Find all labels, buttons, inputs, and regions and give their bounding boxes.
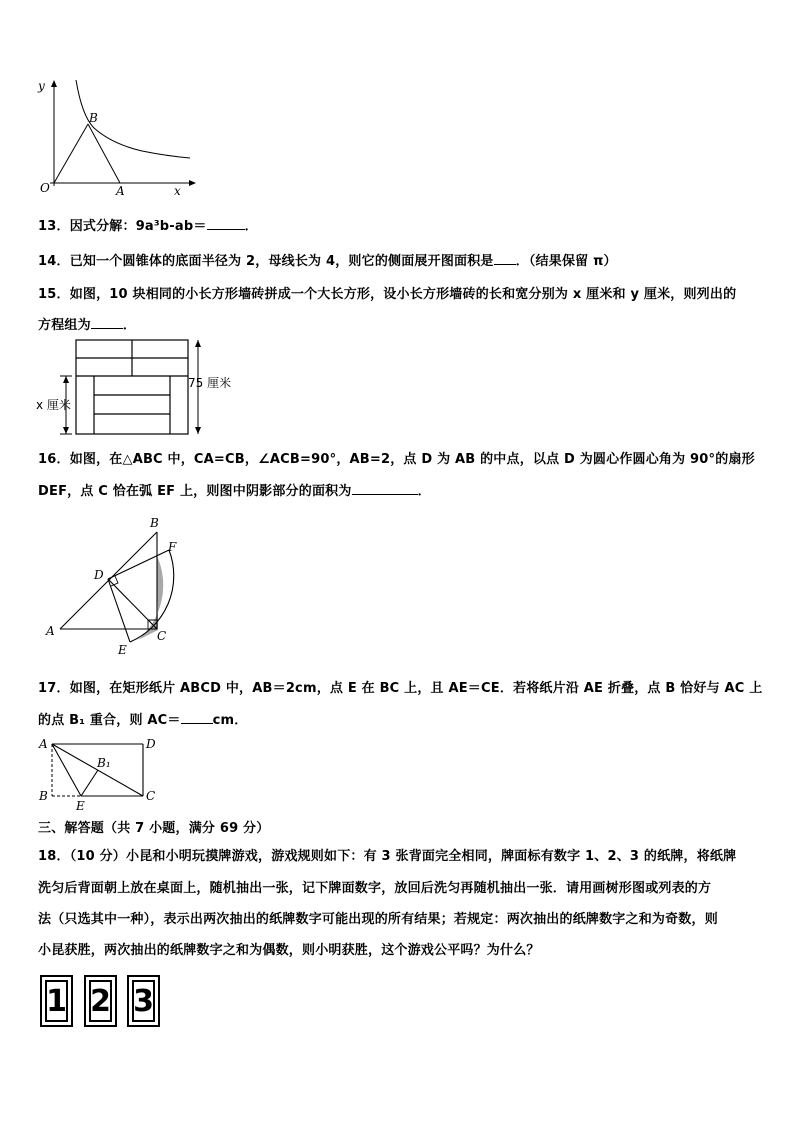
label-e: E — [118, 643, 127, 657]
label-b: B — [150, 516, 159, 530]
segment-dc — [108, 579, 157, 629]
label-75-cm: 75 厘米 — [188, 376, 232, 390]
dimension-arrow — [195, 427, 201, 434]
question-16-line-2 — [38, 480, 431, 499]
question-17-text: 的点 B₁ 重合，则 AC＝ — [38, 713, 181, 728]
label-d: D — [94, 568, 104, 582]
y-axis-arrow — [51, 80, 57, 87]
shaded-region — [138, 556, 163, 640]
section-title: 三、解答题（共 7 小题，满分 69 分） — [38, 821, 270, 836]
label-a: A — [116, 184, 125, 198]
answer-blank-17[interactable] — [181, 711, 213, 724]
question-16-end: ． — [417, 484, 431, 499]
dimension-arrow — [63, 376, 69, 383]
card-2-face: 2 — [89, 980, 112, 1022]
segment-ba — [88, 124, 120, 183]
question-15-line-2 — [38, 314, 136, 333]
question-18-line-2: 洗匀后背面朝上放在桌面上，随机抽出一张，记下牌面数字，放回后洗匀再随机抽出一张．请用画树形图或列表的方 — [38, 881, 712, 896]
x-axis-arrow — [189, 180, 196, 186]
arc-ef — [130, 550, 174, 642]
label-x: x — [174, 184, 181, 198]
question-14-end: ．（结果保留 π） — [515, 254, 617, 269]
label-y: y — [38, 79, 45, 93]
label-b: B — [89, 111, 98, 125]
dimension-arrow — [63, 427, 69, 434]
question-14-text: 14．已知一个圆锥体的底面半径为 2，母线长为 4，则它的侧面展开图面积是 — [38, 254, 494, 269]
dimension-arrow — [195, 340, 201, 347]
question-18-line-3: 法（只选其中一种），表示出两次抽出的纸牌数字可能出现的所有结果；若规定：两次抽出的纸牌数字之和为奇数，则 — [38, 912, 718, 927]
segment-eb1 — [81, 770, 98, 796]
card-3-face: 3 — [132, 980, 155, 1022]
question-18-line-4: 小昆获胜，两次抽出的纸牌数字之和为偶数，则小明获胜，这个游戏公平吗？为什么？ — [38, 943, 540, 958]
label-a: A — [39, 737, 48, 751]
question-17-line-1: 17．如图，在矩形纸片 ABCD 中，AB＝2cm，点 E 在 BC 上，且 AE＝CE．若将纸片沿 AE 折叠，点 B 恰好与 AC 上 — [38, 681, 763, 696]
segment-de — [108, 579, 130, 642]
figure-triangle-sector — [40, 512, 190, 658]
question-15-end: ． — [122, 318, 137, 333]
answer-blank-15[interactable] — [91, 316, 123, 329]
label-e: E — [76, 799, 85, 812]
question-13 — [38, 215, 258, 234]
question-15-text: 方程组为 — [38, 318, 91, 333]
label-b1: B₁ — [97, 756, 111, 770]
question-17-end: cm． — [212, 713, 248, 728]
label-c: C — [146, 789, 156, 803]
segment-ob — [54, 124, 88, 183]
question-16-line-1: 16．如图，在△ABC 中，CA=CB，∠ACB=90°，AB=2，点 D 为 AB 的中点，以点 D 为圆心作圆心角为 90°的扇形 — [38, 452, 755, 467]
label-f: F — [168, 540, 177, 554]
label-c: C — [157, 629, 167, 643]
answer-blank-13[interactable] — [207, 217, 245, 230]
figure-brick-wall — [36, 336, 246, 440]
card-3 — [127, 975, 160, 1027]
question-13-end: ． — [244, 219, 258, 234]
question-13-text: 13．因式分解：9a³b-ab＝ — [38, 219, 207, 234]
label-b: B — [39, 789, 48, 803]
answer-blank-16[interactable] — [352, 482, 418, 495]
label-a: A — [46, 624, 55, 638]
question-14 — [38, 250, 617, 269]
answer-blank-14[interactable] — [494, 252, 516, 265]
question-15-line-1: 15．如图，10 块相同的小长方形墙砖拼成一个大长方形，设小长方形墙砖的长和宽分别为 x 厘米和 y 厘米，则列出的 — [38, 287, 737, 302]
question-18-line-1: 18．（10 分）小昆和小明玩摸牌游戏，游戏规则如下：有 3 张背面完全相同，牌面标有数字 1、2、3 的纸牌，将纸牌 — [38, 849, 737, 864]
figure-hyperbola-triangle — [32, 76, 202, 198]
figure-rectangle-fold — [36, 734, 166, 812]
card-1-face: 1 — [45, 980, 68, 1022]
label-o: O — [40, 181, 50, 195]
label-x-cm: x 厘米 — [36, 398, 71, 412]
label-d: D — [146, 737, 156, 751]
question-17-line-2 — [38, 709, 247, 728]
card-1 — [40, 975, 73, 1027]
question-16-text: DEF，点 C 恰在弧 EF 上，则图中阴影部分的面积为 — [38, 484, 352, 499]
card-2 — [84, 975, 117, 1027]
